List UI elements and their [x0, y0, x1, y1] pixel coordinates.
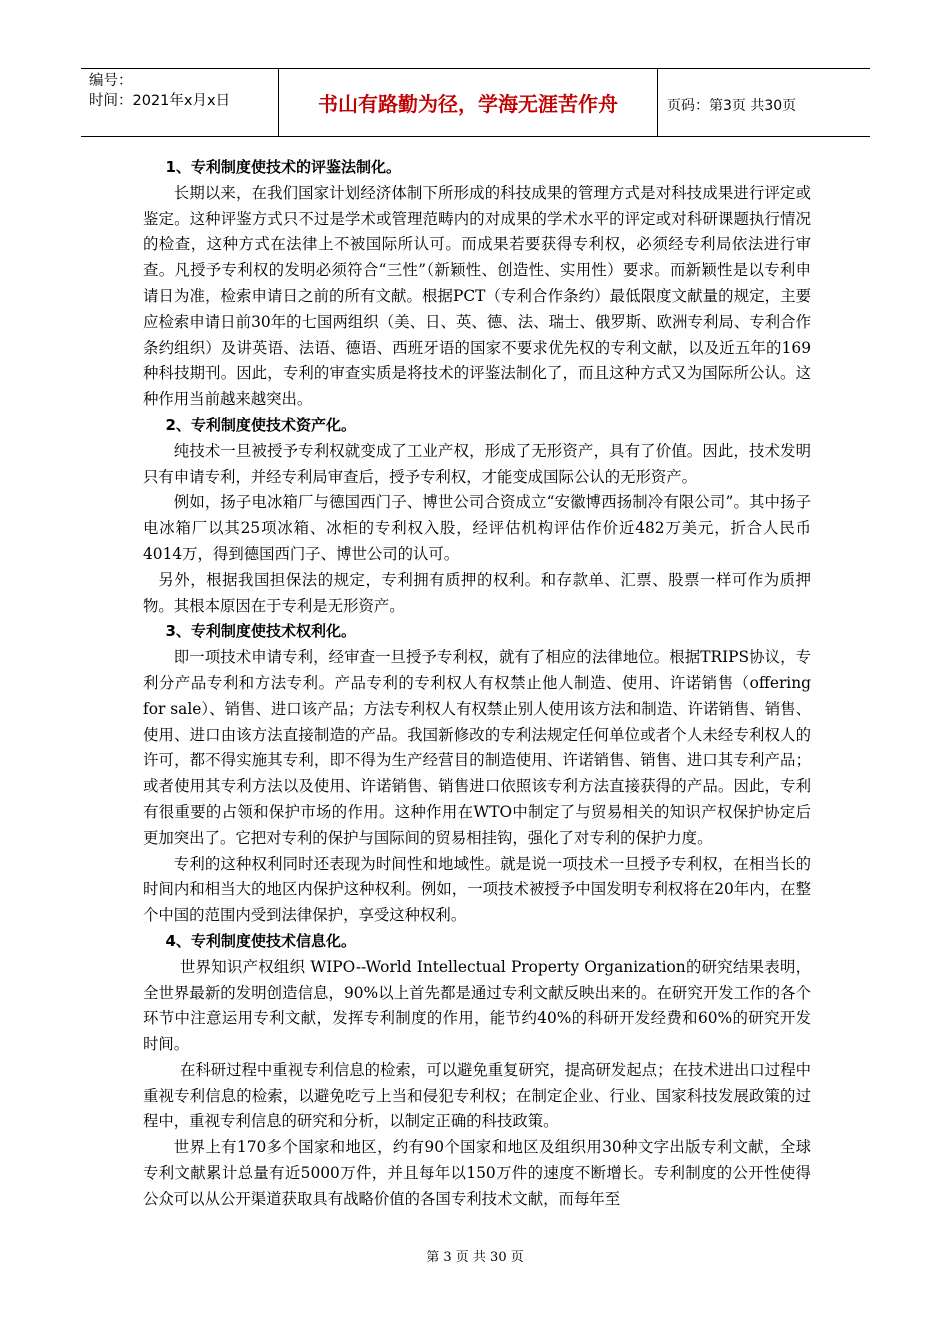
paragraph: 专利的这种权利同时还表现为时间性和地域性。就是说一项技术一旦授予专利权，在相当长的时间内和相当大的地区内保护这种权利。例如，一项技术被授予中国发明专利权将在20年内，在整个中国的范围内受到法律保护，享受这种权利。: [143, 854, 811, 925]
header-meta: [89, 71, 230, 111]
paragraph: 例如，扬子电冰箱厂与德国西门子、博世公司合资成立“安徽博西扬制冷有限公司”。其中扬子电冰箱厂以其25项冰箱、冰柜的专利权入股，经评估机构评估作价近482万美元，折合人民币4014万，得到德国西门子、博世公司的认可。: [143, 493, 811, 563]
section-heading: 2、专利制度使技术资产化。: [165, 415, 356, 434]
paragraph: 世界知识产权组织 WIPO--World Intellectual Property Organization的研究结果表明，全世界最新的发明创造信息，90%以上首先都是通过专利文献反映出来的。在研究开发工作的各个环节中注意运用专利文献，发挥专利制度的作用，能节约40%的科研开发经费和60%的研究开发时间。: [143, 957, 811, 1054]
section-heading: 1、专利制度使技术的评鉴法制化。: [165, 158, 401, 176]
serial-label: 编号：: [89, 73, 133, 89]
header-motto: 书山有路勤为径，学海无涯苦作舟: [318, 92, 618, 116]
page-footer: 第 3 页 共 30 页: [426, 1250, 524, 1265]
header-page-label: 页码：第3页 共30页: [667, 98, 797, 114]
paragraph: 长期以来，在我们国家计划经济体制下所形成的科技成果的管理方式是对科技成果进行评定或鉴定。这种评鉴方式只不过是学术或管理范畴内的对成果的学术水平的评定或对科研课题执行情况的检查，这种方式在法律上不被国际所认可。而成果若要获得专利权，必须经专利局依法进行审查。凡授予专利权的发明必须符合“三性”（新颖性、创造性、实用性）要求。而新颖性是以专利申请日为准，检索申请日之前的所有文献。根据PCT（专利合作条约）最低限度文献量的规定，主要应检索申请日前30年的七国两组织（美、日、英、德、法、瑞士、俄罗斯、欧洲专利局、专利合作条约组织）及讲英语、法语、德语、西班牙语的国家不要求优先权的专利文献，以及近五年的169种科技期刊。因此，专利的审查实质是将技术的评鉴法制化了，而且这种方式又为国际所公认。这种作用当前越来越突出。: [143, 183, 811, 409]
section-heading: 4、专利制度使技术信息化。: [165, 931, 356, 950]
section-heading: 3、专利制度使技术权利化。: [165, 622, 356, 641]
paragraph: 另外，根据我国担保法的规定，专利拥有质押的权利。和存款单、汇票、股票一样可作为质押物。其根本原因在于专利是无形资产。: [143, 570, 811, 615]
paragraph: 世界上有170多个国家和地区，约有90个国家和地区及组织用30种文字出版专利文献，全球专利文献累计总量有近5000万件，并且每年以150万件的速度不断增长。专利制度的公开性使得公众可以从公开渠道获取具有战略价值的各国专利技术文献，而每年至: [143, 1138, 811, 1208]
paragraph: 在科研过程中重视专利信息的检索，可以避免重复研究，提高研发起点；在技术进出口过程中重视专利信息的检索，以避免吃亏上当和侵犯专利权；在制定企业、行业、国家科技发展政策的过程中，重视专利信息的研究和分析，以制定正确的科技政策。: [143, 1060, 811, 1131]
paragraph: 即一项技术申请专利，经审查一旦授予专利权，就有了相应的法律地位。根据TRIPS协议，专利分产品专利和方法专利。产品专利的专利权人有权禁止他人制造、使用、许诺销售（offering for sale）、销售、进口该产品；方法专利权人有权禁止别人使用该方法和制造、许诺销售、销售、使用、进口由该方法直接制造的产品。我国新修改的专利法规定任何单位或者个人未经专利权人的许可，都不得实施其专利，即不得为生产经营目的制造使用、许诺销售、销售、进口其专利产品；或者使用其专利方法以及使用、许诺销售、销售进口依照该专利方法直接获得的产品。因此，专利有很重要的占领和保护市场的作用。这种作用在WTO中制定了与贸易相关的知识产权保护协定后更加突出了。它把对专利的保护与国际间的贸易相挂钩，强化了对专利的保护力度。: [143, 648, 811, 847]
page-header: [81, 68, 870, 137]
document-body: [143, 155, 811, 1213]
paragraph: 纯技术一旦被授予专利权就变成了工业产权，形成了无形资产，具有了价值。因此，技术发明只有申请专利，并经专利局审查后，授予专利权，才能变成国际公认的无形资产。: [143, 441, 811, 486]
date-label: 时间：2021年x月x日: [89, 93, 231, 109]
header-divider: [657, 69, 658, 136]
